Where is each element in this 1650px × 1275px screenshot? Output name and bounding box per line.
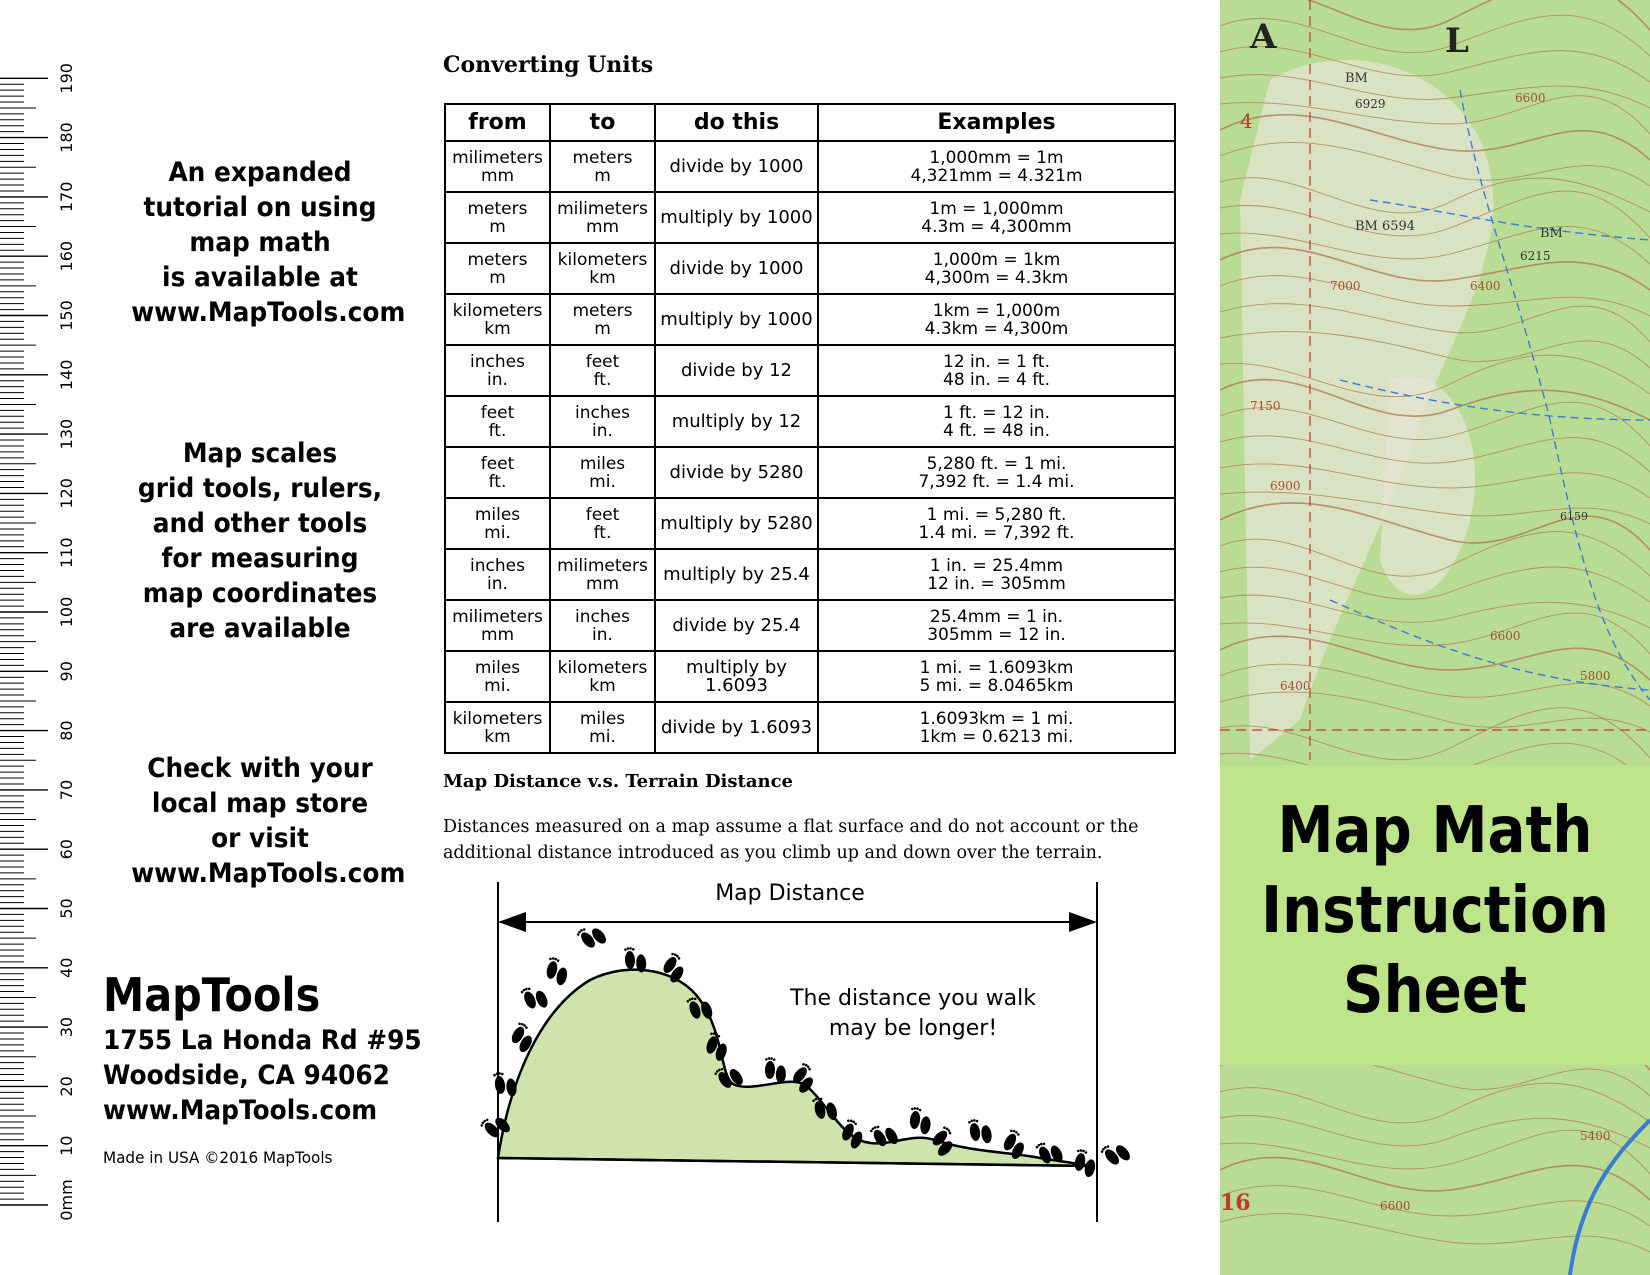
header-do-this: do this <box>655 104 818 141</box>
cell-ex-line: 5 mi. = 8.0465km <box>919 675 1074 696</box>
ruler-label: 20 <box>57 1076 76 1097</box>
table-row <box>445 294 1175 345</box>
cell-ex-line: 1,000m = 1km <box>932 249 1061 270</box>
cell-ex-line: 1 in. = 25.4mm <box>929 555 1064 576</box>
tools-line: Map scales <box>182 438 338 469</box>
cell-from-line: mi. <box>484 675 511 696</box>
table-row <box>445 549 1175 600</box>
cell-ex <box>818 141 1175 192</box>
map-label: 6929 <box>1355 97 1386 111</box>
cell-to-line: miles <box>579 453 626 474</box>
ruler-label: 170 <box>57 181 76 213</box>
cell-op-line: divide by 25.4 <box>672 614 801 636</box>
cell-ex-line: 25.4mm = 1 in. <box>929 606 1064 627</box>
cell-to-line: mi. <box>589 726 616 747</box>
tutorial-link[interactable]: www.MapTools.com <box>131 297 406 328</box>
cell-ex-line: 12 in. = 1 ft. <box>943 351 1050 372</box>
cell-from-line: inches <box>470 555 525 576</box>
header-from: from <box>445 104 550 141</box>
header-to: to <box>550 104 655 141</box>
cell-ex-line: 1km = 0.6213 mi. <box>919 726 1074 747</box>
cell-from-line: in. <box>487 573 508 594</box>
ruler <box>0 0 95 1275</box>
cell-op <box>655 702 818 753</box>
ruler-label: 90 <box>57 661 76 682</box>
cell-to-line: mi. <box>589 471 616 492</box>
cell-op-line: multiply by 12 <box>671 410 802 432</box>
tools-line: map coordinates <box>142 578 378 609</box>
map-label: 6159 <box>1560 510 1588 523</box>
map-label: 5800 <box>1580 669 1611 683</box>
cell-ex-line: 12 in. = 305mm <box>927 573 1066 594</box>
cell-op-line: multiply by 1000 <box>660 308 813 330</box>
ruler-label: 80 <box>57 720 76 741</box>
cell-to <box>550 498 655 549</box>
cell-to-line: feet <box>585 504 620 525</box>
cell-op-line: divide by 1000 <box>669 155 804 177</box>
cell-from <box>445 192 550 243</box>
table-row <box>445 702 1175 753</box>
cell-to-line: in. <box>592 624 613 645</box>
cell-op-line: multiply by 5280 <box>660 512 813 534</box>
cell-from-line: mm <box>480 165 515 186</box>
footprint-icon <box>908 1107 932 1135</box>
store-line: local map store <box>151 788 369 819</box>
cell-ex-line: 5,280 ft. = 1 mi. <box>926 453 1067 474</box>
title-line-1: Map Math <box>1277 794 1593 868</box>
cell-op-line: multiply by 25.4 <box>663 563 810 585</box>
cell-from-line: feet <box>480 402 515 423</box>
ruler-label: 160 <box>57 240 76 272</box>
map-label: 6600 <box>1490 629 1521 643</box>
cell-to <box>550 294 655 345</box>
copyright-text: Made in USA ©2016 MapTools <box>103 1148 333 1167</box>
map-label: 4 <box>1240 109 1253 133</box>
cell-ex <box>818 243 1175 294</box>
cell-from-line: kilometers <box>452 300 543 321</box>
description-line: additional distance introduced as you climb up and down over the terrain. <box>443 843 1103 863</box>
title-line-3: Sheet <box>1343 954 1527 1028</box>
table-row <box>445 345 1175 396</box>
cell-op <box>655 498 818 549</box>
cell-ex <box>818 294 1175 345</box>
cell-from <box>445 549 550 600</box>
cell-from <box>445 498 550 549</box>
table-row <box>445 243 1175 294</box>
map-label: A <box>1250 17 1277 57</box>
cell-to-line: milimeters <box>557 555 648 576</box>
ruler-label: 140 <box>57 359 76 391</box>
cell-ex-line: 48 in. = 4 ft. <box>943 369 1050 390</box>
store-link[interactable]: www.MapTools.com <box>131 858 406 889</box>
cell-to-line: kilometers <box>557 249 648 270</box>
ruler-label: 60 <box>57 839 76 860</box>
cell-to-line: mm <box>585 573 620 594</box>
cell-op <box>655 447 818 498</box>
cell-from-line: miles <box>474 657 521 678</box>
ruler-label: 50 <box>57 898 76 919</box>
cell-op <box>655 243 818 294</box>
ruler-label: 70 <box>57 779 76 801</box>
tools-line: for measuring <box>161 543 359 574</box>
footprint-icon <box>1100 1137 1133 1170</box>
tools-line: grid tools, rulers, <box>137 473 383 504</box>
terrain-diagram <box>470 870 1150 1230</box>
cell-op-line: 1.6093 <box>705 674 768 696</box>
footprint-icon <box>968 1117 993 1146</box>
table-row <box>445 447 1175 498</box>
cell-to <box>550 192 655 243</box>
cell-from <box>445 141 550 192</box>
cell-from-line: ft. <box>488 420 507 441</box>
cell-to <box>550 396 655 447</box>
walk-note-line-2: may be longer! <box>828 1016 998 1041</box>
cell-op-line: multiply by <box>686 656 787 678</box>
cell-to <box>550 549 655 600</box>
cell-from-line: kilometers <box>452 708 543 729</box>
cell-ex-line: 4 ft. = 48 in. <box>943 420 1050 441</box>
cell-ex-line: 4,321mm = 4.321m <box>910 165 1083 186</box>
converting-units-heading: Converting Units <box>443 52 654 78</box>
ruler-label: 150 <box>57 300 76 331</box>
table-row <box>445 141 1175 192</box>
map-label: L <box>1445 21 1469 61</box>
cell-to <box>550 141 655 192</box>
cell-from-line: meters <box>467 249 528 270</box>
store-line: Check with your <box>147 753 373 784</box>
cell-ex-line: 305mm = 12 in. <box>927 624 1066 645</box>
cell-to-line: inches <box>575 402 630 423</box>
cell-ex <box>818 192 1175 243</box>
cell-from-line: feet <box>480 453 515 474</box>
ruler-label: 100 <box>57 596 76 628</box>
cell-from <box>445 702 550 753</box>
cell-to <box>550 447 655 498</box>
map-label: 6400 <box>1470 279 1501 293</box>
cell-to <box>550 600 655 651</box>
cell-ex <box>818 396 1175 447</box>
table-row <box>445 600 1175 651</box>
cell-to-line: ft. <box>593 522 612 543</box>
table-row <box>445 498 1175 549</box>
cell-op <box>655 141 818 192</box>
cell-from-line: km <box>484 318 511 339</box>
cell-to-line: km <box>589 267 616 288</box>
cell-ex-line: 1m = 1,000mm <box>929 198 1064 219</box>
cell-op <box>655 396 818 447</box>
footprint-icon <box>520 982 550 1014</box>
cell-from <box>445 345 550 396</box>
ruler-label: 180 <box>57 122 76 153</box>
cell-op <box>655 345 818 396</box>
cell-to-line: mm <box>585 216 620 237</box>
tools-line: are available <box>169 613 351 644</box>
store-promo <box>131 751 406 891</box>
topographic-map-image <box>1220 0 1650 1275</box>
cell-to-line: km <box>589 675 616 696</box>
map-label: 6600 <box>1515 91 1546 105</box>
ruler-label: 110 <box>57 537 76 568</box>
cell-to-line: meters <box>572 147 633 168</box>
map-label: BM 6594 <box>1355 219 1416 234</box>
cell-from-line: miles <box>474 504 521 525</box>
header-examples: Examples <box>818 104 1175 141</box>
map-label: 6600 <box>1380 1199 1411 1213</box>
footprint-icon <box>576 920 609 953</box>
cell-to-line: feet <box>585 351 620 372</box>
distance-heading: Map Distance v.s. Terrain Distance <box>443 771 794 792</box>
map-label: BM <box>1540 226 1563 241</box>
cell-from <box>445 396 550 447</box>
ruler-label: 40 <box>57 957 76 978</box>
distance-description <box>443 814 1163 866</box>
cell-to-line: m <box>594 318 611 339</box>
company-website-link[interactable]: www.MapTools.com <box>103 1095 378 1126</box>
cell-to-line: ft. <box>593 369 612 390</box>
walk-note-line-1: The distance you walk <box>790 986 1036 1011</box>
ruler-label: 0mm <box>57 1179 76 1221</box>
cell-ex <box>818 498 1175 549</box>
conversion-table <box>444 103 1176 754</box>
cell-from <box>445 447 550 498</box>
cell-ex-line: 1,000mm = 1m <box>929 147 1064 168</box>
map-label: 5400 <box>1580 1129 1611 1143</box>
table-row <box>445 192 1175 243</box>
tools-line: and other tools <box>152 508 368 539</box>
cell-from-line: mm <box>480 624 515 645</box>
cell-op <box>655 294 818 345</box>
cell-ex-line: 4.3m = 4,300mm <box>921 216 1072 237</box>
cell-ex <box>818 600 1175 651</box>
cell-op-line: divide by 12 <box>680 359 792 381</box>
footprint-icon <box>493 1070 518 1099</box>
map-label: 7150 <box>1250 399 1281 413</box>
cell-ex <box>818 447 1175 498</box>
cell-ex-line: 1 ft. = 12 in. <box>943 402 1050 423</box>
map-label: 7000 <box>1330 279 1361 293</box>
cell-from-line: mi. <box>484 522 511 543</box>
title-box <box>1220 765 1650 1065</box>
cell-from <box>445 651 550 702</box>
cell-from-line: m <box>489 267 506 288</box>
cell-ex <box>818 549 1175 600</box>
address-line-2: Woodside, CA 94062 <box>103 1060 390 1091</box>
cell-ex-line: 1.6093km = 1 mi. <box>919 708 1074 729</box>
footprint-icon <box>764 1057 786 1084</box>
company-name: MapTools <box>103 968 321 1022</box>
tutorial-line: tutorial on using <box>143 192 377 223</box>
cell-ex-line: 1.4 mi. = 7,392 ft. <box>918 522 1075 543</box>
map-label: 6900 <box>1270 479 1301 493</box>
cell-op <box>655 549 818 600</box>
cell-to-line: m <box>594 165 611 186</box>
cell-ex-line: 1km = 1,000m <box>932 300 1061 321</box>
cell-ex-line: 1 mi. = 5,280 ft. <box>926 504 1067 525</box>
cell-ex-line: 4,300m = 4.3km <box>924 267 1069 288</box>
address-line-1: 1755 La Honda Rd #95 <box>103 1025 422 1056</box>
cell-ex <box>818 702 1175 753</box>
tutorial-line: map math <box>189 227 331 258</box>
cell-from-line: m <box>489 216 506 237</box>
cell-ex-line: 4.3km = 4,300m <box>924 318 1069 339</box>
cell-from-line: milimeters <box>452 147 543 168</box>
cell-op-line: divide by 1000 <box>669 257 804 279</box>
cell-op-line: divide by 1.6093 <box>660 716 813 738</box>
cell-op <box>655 600 818 651</box>
cell-to-line: in. <box>592 420 613 441</box>
tools-promo <box>131 436 389 646</box>
cell-op-line: divide by 5280 <box>669 461 804 483</box>
cell-from <box>445 600 550 651</box>
table-row <box>445 651 1175 702</box>
cell-from-line: milimeters <box>452 606 543 627</box>
tutorial-promo <box>131 155 406 330</box>
footprint-icon <box>544 956 571 986</box>
cell-to <box>550 702 655 753</box>
store-line: or visit <box>211 823 309 854</box>
cell-from-line: meters <box>467 198 528 219</box>
cell-ex <box>818 345 1175 396</box>
ruler-label: 130 <box>57 418 76 450</box>
ruler-label: 30 <box>57 1016 76 1038</box>
cell-to <box>550 651 655 702</box>
map-label: BM <box>1345 71 1368 86</box>
cell-to <box>550 345 655 396</box>
cell-from <box>445 243 550 294</box>
description-line: Distances measured on a map assume a flat surface and do not account or the <box>443 817 1139 837</box>
title-line-2: Instruction <box>1261 874 1609 948</box>
cell-op <box>655 651 818 702</box>
cell-from-line: inches <box>470 351 525 372</box>
cell-op-line: multiply by 1000 <box>660 206 813 228</box>
table-row <box>445 396 1175 447</box>
map-label: 16 <box>1220 1190 1251 1216</box>
cell-from-line: in. <box>487 369 508 390</box>
cell-to <box>550 243 655 294</box>
cell-from-line: km <box>484 726 511 747</box>
tutorial-line: is available at <box>162 262 358 293</box>
cell-to-line: inches <box>575 606 630 627</box>
ruler-label: 190 <box>57 63 76 94</box>
cell-ex-line: 1 mi. = 1.6093km <box>919 657 1074 678</box>
cell-to-line: meters <box>572 300 633 321</box>
cell-ex <box>818 651 1175 702</box>
tutorial-line: An expanded <box>168 157 352 188</box>
cell-to-line: kilometers <box>557 657 648 678</box>
ruler-label: 120 <box>57 478 76 509</box>
cell-from-line: ft. <box>488 471 507 492</box>
map-distance-label: Map Distance <box>715 881 865 906</box>
map-label: 6215 <box>1520 249 1551 263</box>
ruler-label: 10 <box>57 1135 76 1156</box>
table-header-row <box>445 104 1175 141</box>
cell-to-line: milimeters <box>557 198 648 219</box>
cell-ex-line: 7,392 ft. = 1.4 mi. <box>918 471 1075 492</box>
cell-op <box>655 192 818 243</box>
map-label: 6400 <box>1280 679 1311 693</box>
cell-from <box>445 294 550 345</box>
cell-to-line: miles <box>579 708 626 729</box>
footprint-icon <box>1072 1148 1098 1178</box>
